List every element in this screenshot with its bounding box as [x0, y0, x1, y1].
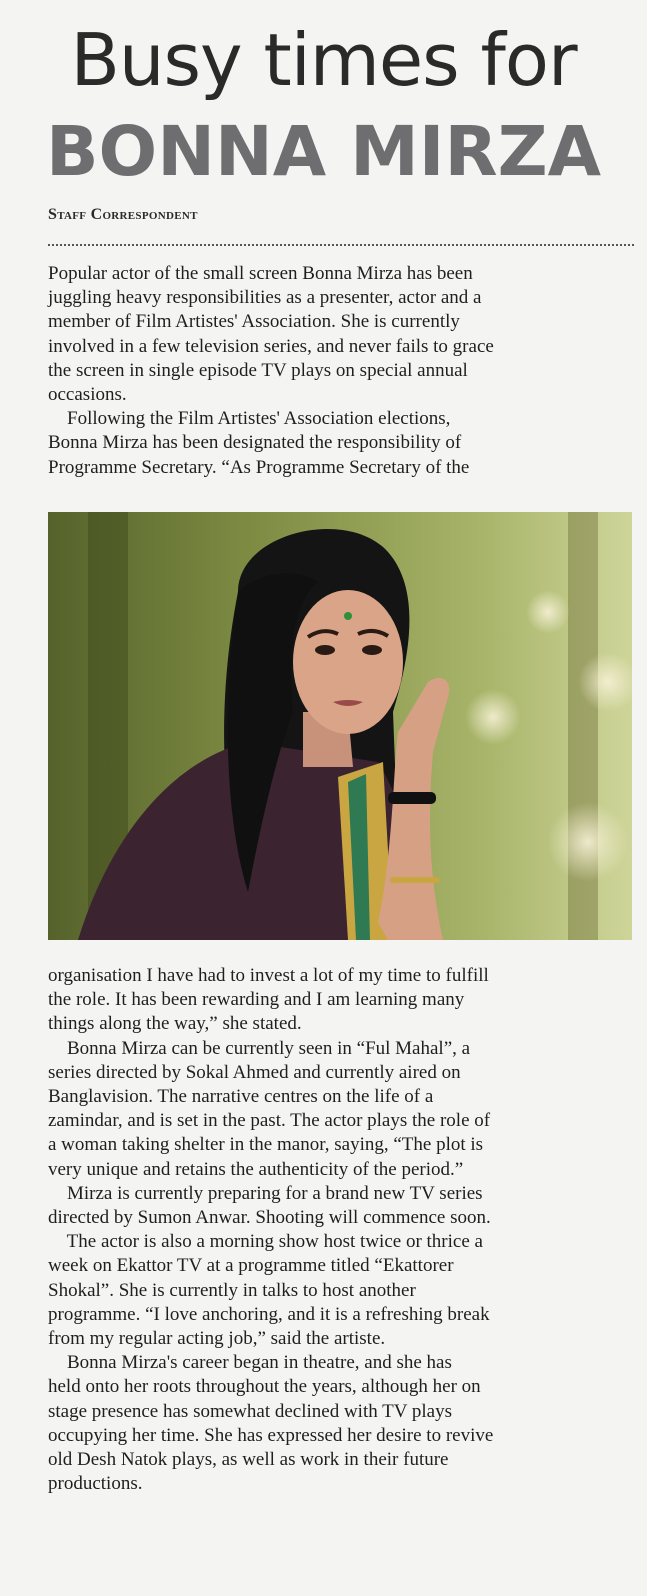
body-line: Popular actor of the small screen Bonna Mirza has been: [48, 263, 473, 284]
body-line: series directed by Sokal Ahmed and currently aired on: [48, 1061, 461, 1083]
body-line: juggling heavy responsibilities as a presenter, actor and a: [48, 287, 482, 309]
body-line: occupying her time. She has expressed her desire to revive: [48, 1424, 494, 1446]
body-line: very unique and retains the authenticity of the period.”: [48, 1158, 464, 1180]
body-line: productions.: [48, 1473, 143, 1495]
body-line: the screen in single episode TV plays on special annual: [48, 359, 468, 381]
body-line: Bonna Mirza's career began in theatre, and she has: [48, 1352, 452, 1374]
headline-line-2: BONNA MIRZA: [45, 112, 602, 192]
article-body-top: [48, 262, 634, 480]
body-line: held onto her roots throughout the years, although her on: [48, 1376, 481, 1398]
body-line: member of Film Artistes' Association. She is currently: [48, 311, 460, 333]
byline: Staff Correspondent: [48, 206, 198, 223]
body-line: The actor is also a morning show host twice or thrice a: [48, 1231, 483, 1253]
body-line: Banglavision. The narrative centres on the life of a: [48, 1086, 434, 1108]
body-line: from my regular acting job,” said the artiste.: [48, 1328, 386, 1350]
body-line: directed by Sumon Anwar. Shooting will commence soon.: [48, 1207, 491, 1229]
body-line: the role. It has been rewarding and I am learning many: [48, 989, 465, 1011]
body-line: Programme Secretary. “As Programme Secretary of the: [48, 456, 470, 478]
body-line: Bonna Mirza has been designated the responsibility of: [48, 432, 462, 454]
body-line: occasions.: [48, 384, 127, 406]
portrait-photo: [48, 512, 632, 940]
body-line: things along the way,” she stated.: [48, 1013, 302, 1035]
body-line: Mirza is currently preparing for a brand new TV series: [48, 1182, 483, 1204]
byline-divider: [48, 244, 634, 246]
body-line: Shokal”. She is currently in talks to host another: [48, 1279, 416, 1301]
body-line: involved in a few television series, and never fails to grace: [48, 335, 494, 357]
body-line: a woman taking shelter in the manor, saying, “The plot is: [48, 1134, 484, 1156]
body-line: zamindar, and is set in the past. The actor plays the role of: [48, 1110, 491, 1132]
headline-line-1: Busy times for: [70, 18, 577, 102]
article-body-bottom: [48, 964, 634, 1496]
body-line: old Desh Natok plays, as well as work in their future: [48, 1449, 449, 1471]
body-line: week on Ekattor TV at a programme titled “Ekattorer: [48, 1255, 454, 1277]
body-line: organisation I have had to invest a lot of my time to fulfill: [48, 965, 489, 986]
body-line: Bonna Mirza can be currently seen in “Ful Mahal”, a: [48, 1037, 471, 1059]
body-line: programme. “I love anchoring, and it is a refreshing break: [48, 1303, 490, 1325]
body-line: Following the Film Artistes' Association elections,: [48, 408, 451, 430]
portrait-illustration: [48, 512, 632, 940]
body-line: stage presence has somewhat declined with TV plays: [48, 1400, 452, 1422]
